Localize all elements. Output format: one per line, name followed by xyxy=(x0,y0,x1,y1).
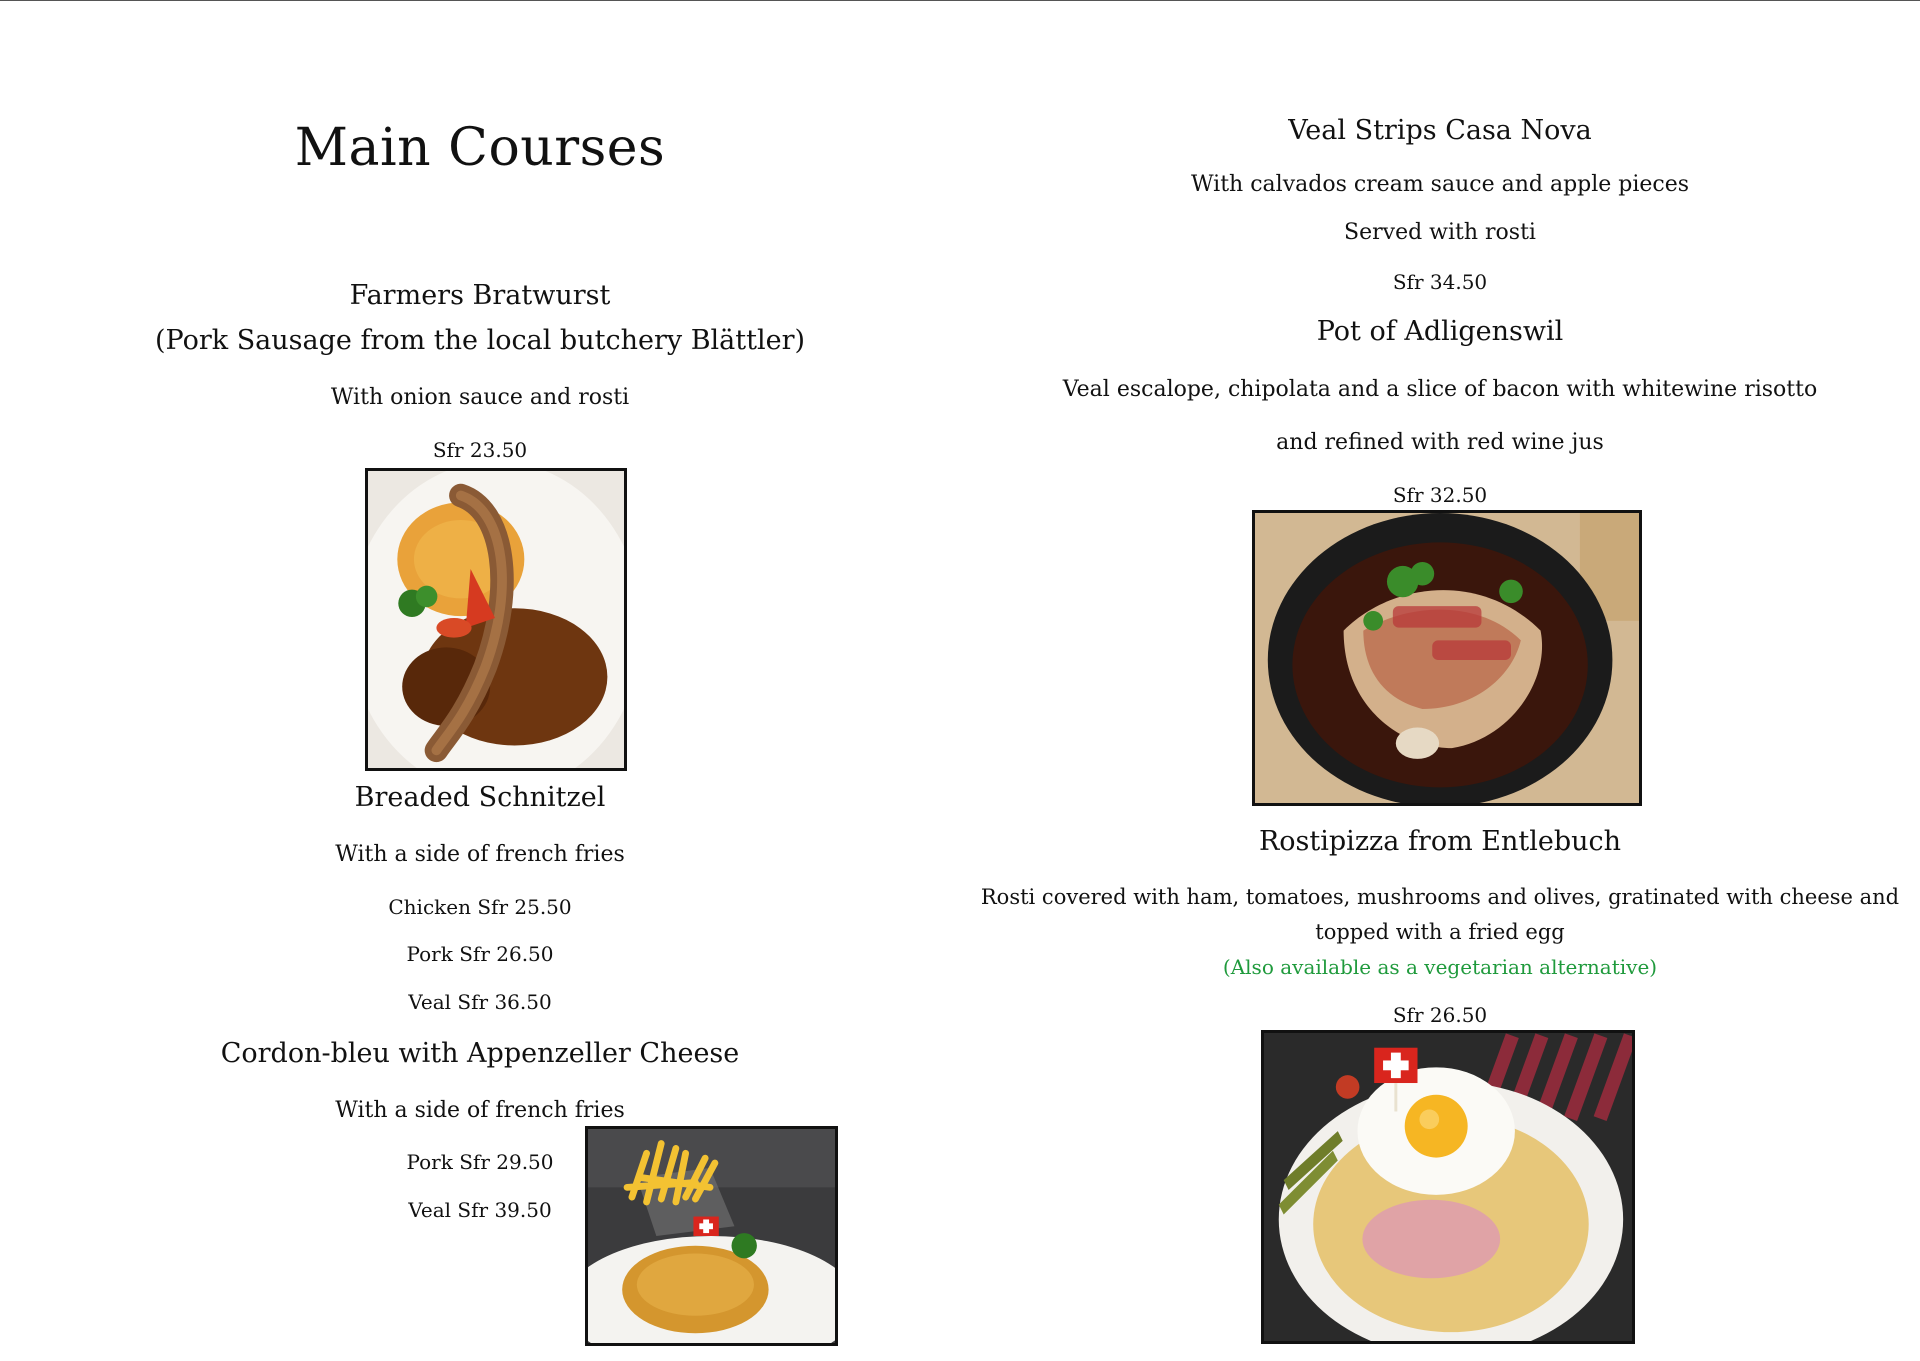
price-chicken-schnitzel: Chicken Sfr 25.50 xyxy=(388,895,572,919)
price-veal-cordon-bleu: Veal Sfr 39.50 xyxy=(408,1198,552,1222)
dish-price-veal-strips: Sfr 34.50 xyxy=(1392,270,1488,294)
dish-price-rostipizza: Sfr 26.50 xyxy=(1392,1003,1488,1027)
dish-subtitle-bratwurst: (Pork Sausage from the local butchery Blättler) xyxy=(154,325,806,356)
price-pork-cordon-bleu: Pork Sfr 29.50 xyxy=(406,1150,554,1174)
page-title: Main Courses xyxy=(294,118,666,178)
price-pork-schnitzel: Pork Sfr 26.50 xyxy=(406,942,554,966)
dish-desc2-rostipizza: topped with a fried egg xyxy=(1315,920,1565,944)
sausage-plate-photo xyxy=(365,468,627,771)
dish-name-rostipizza: Rostipizza from Entlebuch xyxy=(1258,826,1622,857)
dish-desc-pot-adligenswil: Veal escalope, chipolata and a slice of bacon with whitewine risotto xyxy=(1062,377,1818,402)
dish-desc-schnitzel: With a side of french fries xyxy=(335,842,625,867)
dish-name-veal-strips: Veal Strips Casa Nova xyxy=(1288,115,1592,146)
vegetarian-note: (Also available as a vegetarian alternative) xyxy=(1222,955,1658,979)
dish-price-pot-adligenswil: Sfr 32.50 xyxy=(1392,483,1488,507)
dish-desc-rostipizza: Rosti covered with ham, tomatoes, mushrooms and olives, gratinated with cheese and xyxy=(980,885,1900,909)
top-border xyxy=(0,0,1920,1)
dish-desc-bratwurst: With onion sauce and rosti xyxy=(330,385,630,410)
dish-name-bratwurst: Farmers Bratwurst xyxy=(349,280,611,311)
dish-desc-veal-strips: With calvados cream sauce and apple pieces xyxy=(1190,172,1690,197)
dish-serving-veal-strips: Served with rosti xyxy=(1344,220,1536,245)
dish-name-schnitzel: Breaded Schnitzel xyxy=(354,782,606,813)
price-veal-schnitzel: Veal Sfr 36.50 xyxy=(408,990,552,1014)
dish-price-bratwurst: Sfr 23.50 xyxy=(432,438,528,462)
cordon-bleu-photo xyxy=(585,1126,838,1346)
dish-name-pot-adligenswil: Pot of Adligenswil xyxy=(1316,316,1564,347)
dish-desc2-pot-adligenswil: and refined with red wine jus xyxy=(1276,430,1604,455)
pan-dish-photo xyxy=(1252,510,1642,806)
dish-desc-cordon-bleu: With a side of french fries xyxy=(335,1098,625,1123)
dish-name-cordon-bleu: Cordon-bleu with Appenzeller Cheese xyxy=(220,1038,740,1069)
rostipizza-photo xyxy=(1261,1030,1635,1344)
